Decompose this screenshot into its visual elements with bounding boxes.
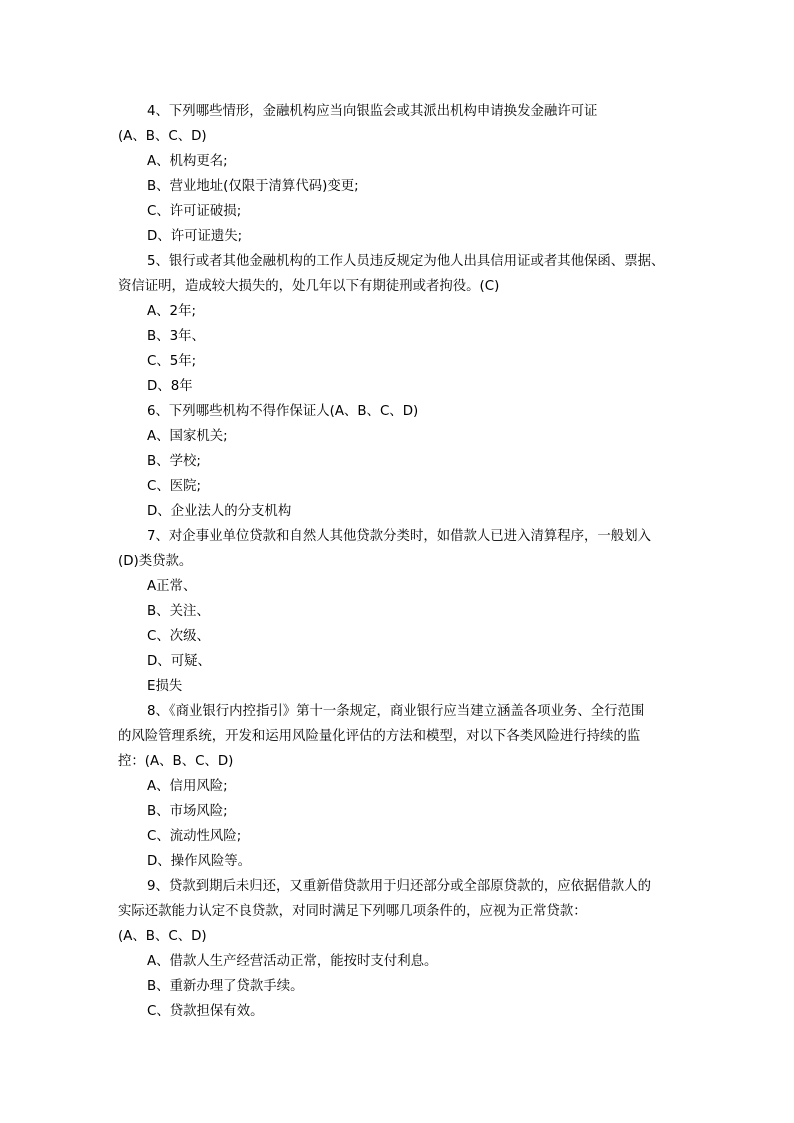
question-4-text: 4、下列哪些情形，金融机构应当向银监会或其派出机构申请换发金融许可证	[147, 104, 598, 119]
question-9-option-a: A、借款人生产经营活动正常，能按时支付利息。	[147, 954, 438, 969]
question-5-option-b: B、3年、	[147, 329, 205, 344]
question-6-option-d: D、企业法人的分支机构	[147, 504, 292, 519]
question-9-option-b: B、重新办理了贷款手续。	[147, 979, 304, 994]
question-7-option-a: A正常、	[147, 579, 197, 594]
question-8-option-c: C、流动性风险;	[147, 829, 242, 844]
question-9-text-cont: 实际还款能力认定不良贷款，对同时满足下列哪几项条件的，应视为正常贷款：	[118, 904, 587, 919]
question-7-text: 7、对企事业单位贷款和自然人其他贷款分类时，如借款人已进入清算程序，一般划入	[147, 529, 651, 544]
question-5-text: 5、银行或者其他金融机构的工作人员违反规定为他人出具信用证或者其他保函、票据、	[147, 254, 665, 269]
question-5-option-d: D、8年	[147, 379, 193, 394]
question-7-option-c: C、次级、	[147, 629, 210, 644]
question-8-option-a: A、信用风险;	[147, 779, 228, 794]
question-8-option-d: D、操作风险等。	[147, 854, 252, 869]
question-9-answer: (A、B、C、D)	[118, 929, 207, 944]
question-9-option-c: C、贷款担保有效。	[147, 1004, 264, 1019]
question-8-option-b: B、市场风险;	[147, 804, 228, 819]
question-8-answer: 控：(A、B、C、D)	[118, 754, 234, 769]
question-4-option-b: B、营业地址(仅限于清算代码)变更;	[147, 179, 359, 194]
question-4-option-a: A、机构更名;	[147, 154, 228, 169]
question-6-text: 6、下列哪些机构不得作保证人(A、B、C、D)	[147, 404, 419, 419]
question-4-answer: (A、B、C、D)	[118, 129, 207, 144]
question-4-option-d: D、许可证遗失;	[147, 229, 243, 244]
question-8-text: 8、《商业银行内控指引》第十一条规定，商业银行应当建立涵盖各项业务、全行范围	[147, 704, 645, 719]
question-5-option-c: C、5年;	[147, 354, 197, 369]
question-5-text-cont: 资信证明，造成较大损失的，处几年以下有期徒刑或者拘役。(C)	[118, 279, 500, 294]
question-8-text-cont: 的风险管理系统，开发和运用风险量化评估的方法和模型，对以下各类风险进行持续的监	[118, 729, 641, 744]
question-7-option-d: D、可疑、	[147, 654, 211, 669]
question-7-text-cont: (D)类贷款。	[118, 554, 193, 569]
question-6-option-c: C、医院;	[147, 479, 202, 494]
question-4-option-c: C、许可证破损;	[147, 204, 242, 219]
question-7-option-e: E损失	[147, 679, 183, 694]
question-9-text: 9、贷款到期后未归还，又重新借贷款用于归还部分或全部原贷款的，应依据借款人的	[147, 879, 651, 894]
question-6-option-a: A、国家机关;	[147, 429, 228, 444]
question-7-option-b: B、关注、	[147, 604, 210, 619]
question-6-option-b: B、学校;	[147, 454, 201, 469]
question-5-option-a: A、2年;	[147, 304, 196, 319]
